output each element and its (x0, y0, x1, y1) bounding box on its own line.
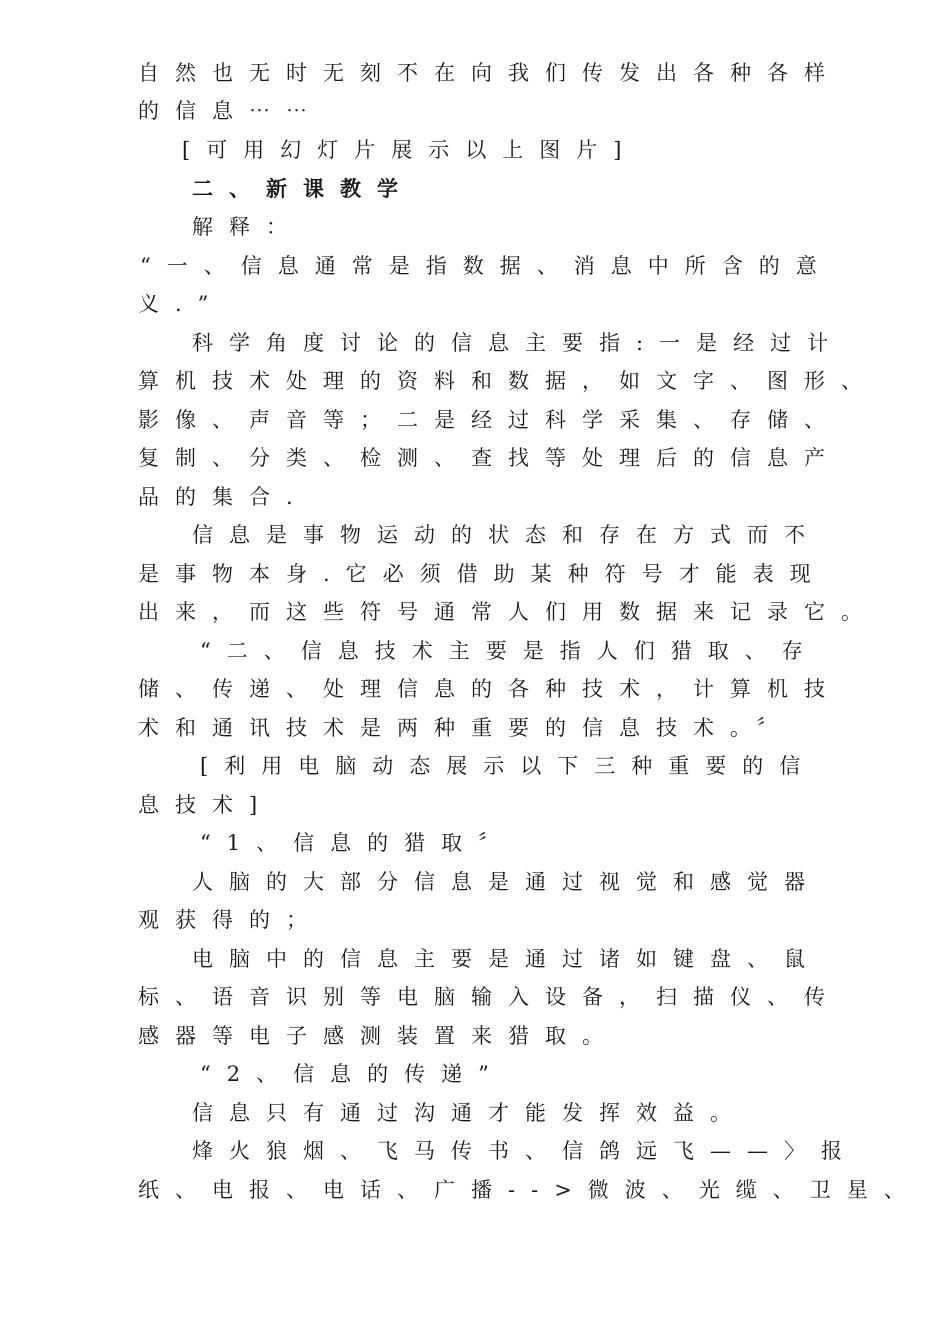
text-line: 标、语音识别等电脑输入设备，扫描仪、传 (138, 985, 841, 1009)
text-line: 科学角度讨论的信息主要指:一是经过计 (192, 331, 845, 355)
text-line: 自然也无时无刻不在向我们传发出各种各样 (138, 61, 841, 85)
text-line: 信息只有通过沟通才能发挥效益。 (192, 1101, 747, 1125)
text-line: 观获得的； (138, 908, 323, 932)
text-line: 影像、声音等；二是经过科学采集、存储、 (138, 408, 841, 432)
text-line: 术和通讯技术是两种重要的信息技术。〞 (138, 716, 794, 740)
text-line: “二、信息技术主要是指人们猎取、存 (200, 639, 819, 663)
text-line: “2、信息的传递” (200, 1062, 505, 1086)
text-line: 出来，而这些符号通常人们用数据来记录它。 (138, 600, 878, 624)
text-line: 纸、电报、电话、广播-->微波、光缆、卫星、 (138, 1178, 921, 1202)
text-line: 是事物本身.它必须借助某种符号才能表现 (138, 562, 827, 586)
text-line: 品的集合. (138, 485, 309, 509)
text-line: 复制、分类、检测、查找等处理后的信息产 (138, 446, 841, 470)
text-line: “1、信息的猎取〞 (200, 831, 516, 855)
text-line: 人脑的大部分信息是通过视觉和感觉器 (192, 870, 821, 894)
text-line: 的信息⋯⋯ (138, 99, 323, 123)
text-line: 息技术] (138, 793, 274, 817)
section-heading: 二、新课教学 (192, 176, 414, 201)
text-line: 感器等电子感测装置来猎取。 (138, 1024, 619, 1048)
text-line: [利用电脑动态展示以下三种重要的信 (200, 754, 817, 778)
text-line: 信息是事物运动的状态和存在方式而不 (192, 523, 821, 547)
text-line: 义.” (138, 292, 225, 316)
text-line: 解释： (192, 215, 303, 239)
text-line: 算机技术处理的资料和数据，如文字、图形、 (138, 369, 878, 393)
text-line: “一、信息通常是指数据、消息中所含的意 (140, 254, 833, 278)
text-line: 电脑中的信息主要是通过诸如键盘、鼠 (192, 947, 821, 971)
text-line: 烽火狼烟、飞马传书、信鸽远飞——〉报 (192, 1139, 858, 1163)
text-line: [可用幻灯片展示以上图片] (182, 138, 638, 162)
text-line: 储、传递、处理信息的各种技术，计算机技 (138, 677, 841, 701)
